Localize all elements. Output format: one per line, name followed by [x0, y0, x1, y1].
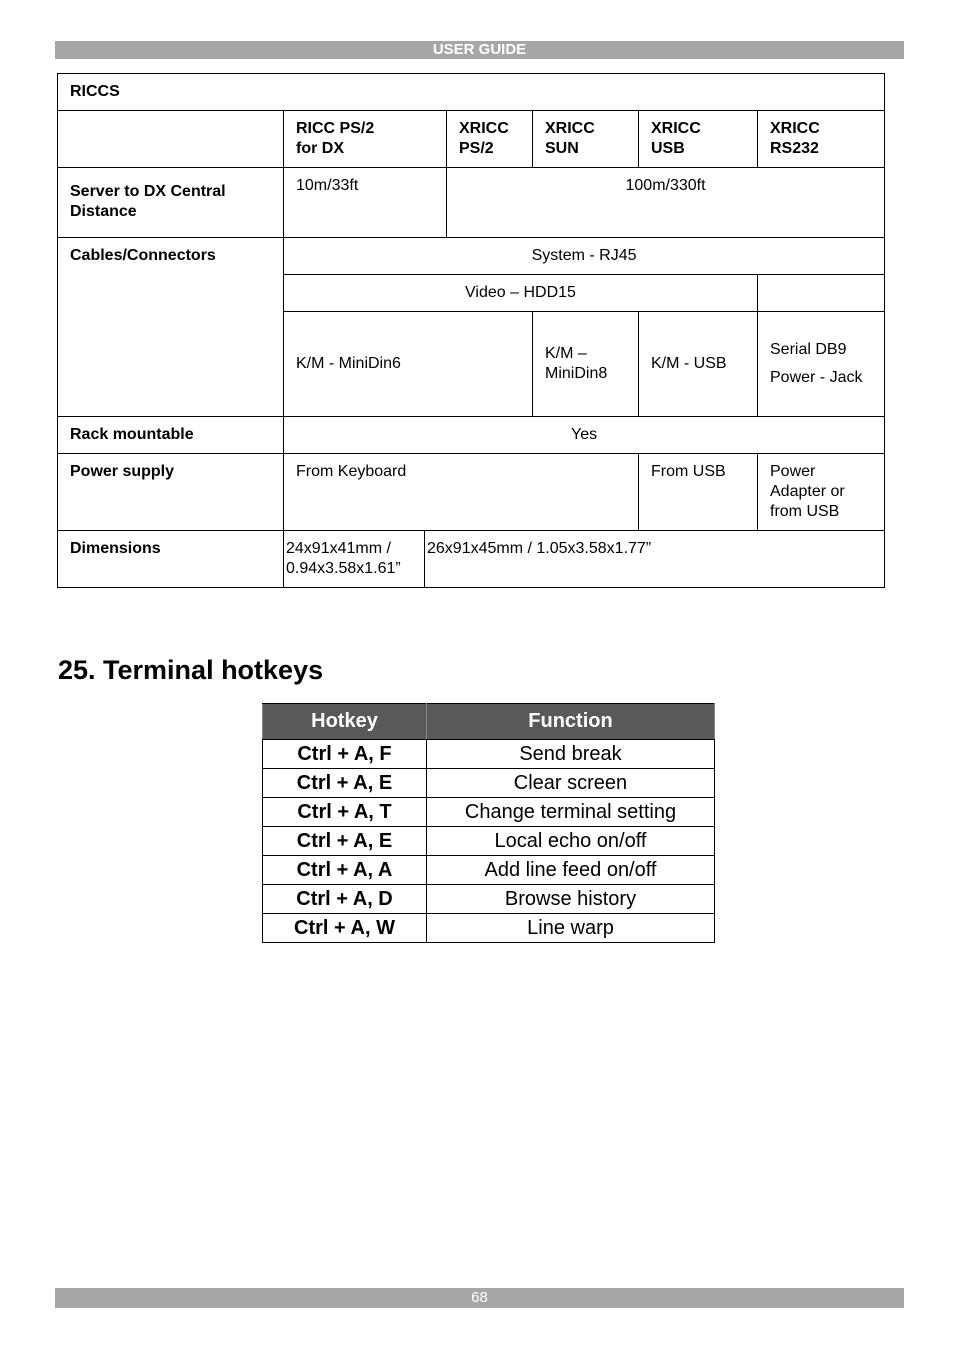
rack-value: Yes	[284, 417, 885, 454]
spec-table-title: RICCS	[58, 74, 885, 111]
cables-system: System - RJ45	[284, 238, 885, 275]
hotkey-cell: Ctrl + A, F	[263, 740, 427, 769]
col-header-xricc-sun: XRICC SUN	[533, 111, 639, 168]
col-header-ricc-ps2-dx: RICC PS/2 for DX	[284, 111, 447, 168]
header-bar	[55, 41, 904, 59]
table-row	[263, 885, 715, 914]
function-cell: Add line feed on/off	[427, 856, 715, 885]
page-number: 68	[471, 1289, 488, 1306]
hotkey-cell: Ctrl + A, W	[263, 914, 427, 943]
col-header-xricc-usb: XRICC USB	[639, 111, 758, 168]
power-usb: From USB	[639, 454, 758, 531]
hotkey-cell: Ctrl + A, T	[263, 798, 427, 827]
dimensions-label: Dimensions	[58, 531, 284, 588]
spec-header-blank	[58, 111, 284, 168]
table-row	[263, 856, 715, 885]
cables-video: Video – HDD15	[284, 275, 758, 312]
table-row	[263, 740, 715, 769]
power-label: Power supply	[58, 454, 284, 531]
table-row	[263, 827, 715, 856]
hotkey-cell: Ctrl + A, E	[263, 827, 427, 856]
rack-label: Rack mountable	[58, 417, 284, 454]
cables-serial: Serial DB9	[770, 341, 847, 358]
riccs-spec-table	[57, 73, 885, 588]
cables-power-jack: Power - Jack	[770, 369, 863, 386]
function-cell: Send break	[427, 740, 715, 769]
function-cell: Browse history	[427, 885, 715, 914]
cables-rs232	[758, 312, 885, 417]
cables-km-usb: K/M - USB	[639, 312, 758, 417]
hotkey-column-header: Hotkey	[263, 704, 427, 740]
col-header-xricc-ps2: XRICC PS/2	[447, 111, 533, 168]
cables-label: Cables/Connectors	[58, 238, 284, 417]
function-cell: Line warp	[427, 914, 715, 943]
distance-ricc: 10m/33ft	[284, 168, 447, 238]
distance-xricc: 100m/330ft	[447, 168, 885, 238]
function-cell: Local echo on/off	[427, 827, 715, 856]
power-adapter: Power Adapter or from USB	[758, 454, 885, 531]
cables-km-minidin8: K/M – MiniDin8	[533, 312, 639, 417]
dimensions-small: 24x91x41mm / 0.94x3.58x1.61”	[284, 531, 425, 588]
table-row	[263, 798, 715, 827]
function-cell: Change terminal setting	[427, 798, 715, 827]
function-column-header: Function	[427, 704, 715, 740]
cables-video-empty	[758, 275, 885, 312]
hotkey-cell: Ctrl + A, E	[263, 769, 427, 798]
power-keyboard: From Keyboard	[284, 454, 639, 531]
cables-km-minidin6: K/M - MiniDin6	[284, 312, 533, 417]
footer-bar	[55, 1288, 904, 1308]
table-row	[263, 914, 715, 943]
function-cell: Clear screen	[427, 769, 715, 798]
hotkey-cell: Ctrl + A, D	[263, 885, 427, 914]
dimensions-large: 26x91x45mm / 1.05x3.58x1.77”	[425, 531, 885, 588]
header-title: USER GUIDE	[432, 41, 527, 58]
hotkey-cell: Ctrl + A, A	[263, 856, 427, 885]
col-header-xricc-rs232: XRICC RS232	[758, 111, 885, 168]
table-row	[263, 769, 715, 798]
hotkeys-table	[262, 703, 715, 943]
section-heading: 25. Terminal hotkeys	[58, 655, 324, 685]
distance-label: Server to DX Central Distance	[58, 168, 284, 238]
